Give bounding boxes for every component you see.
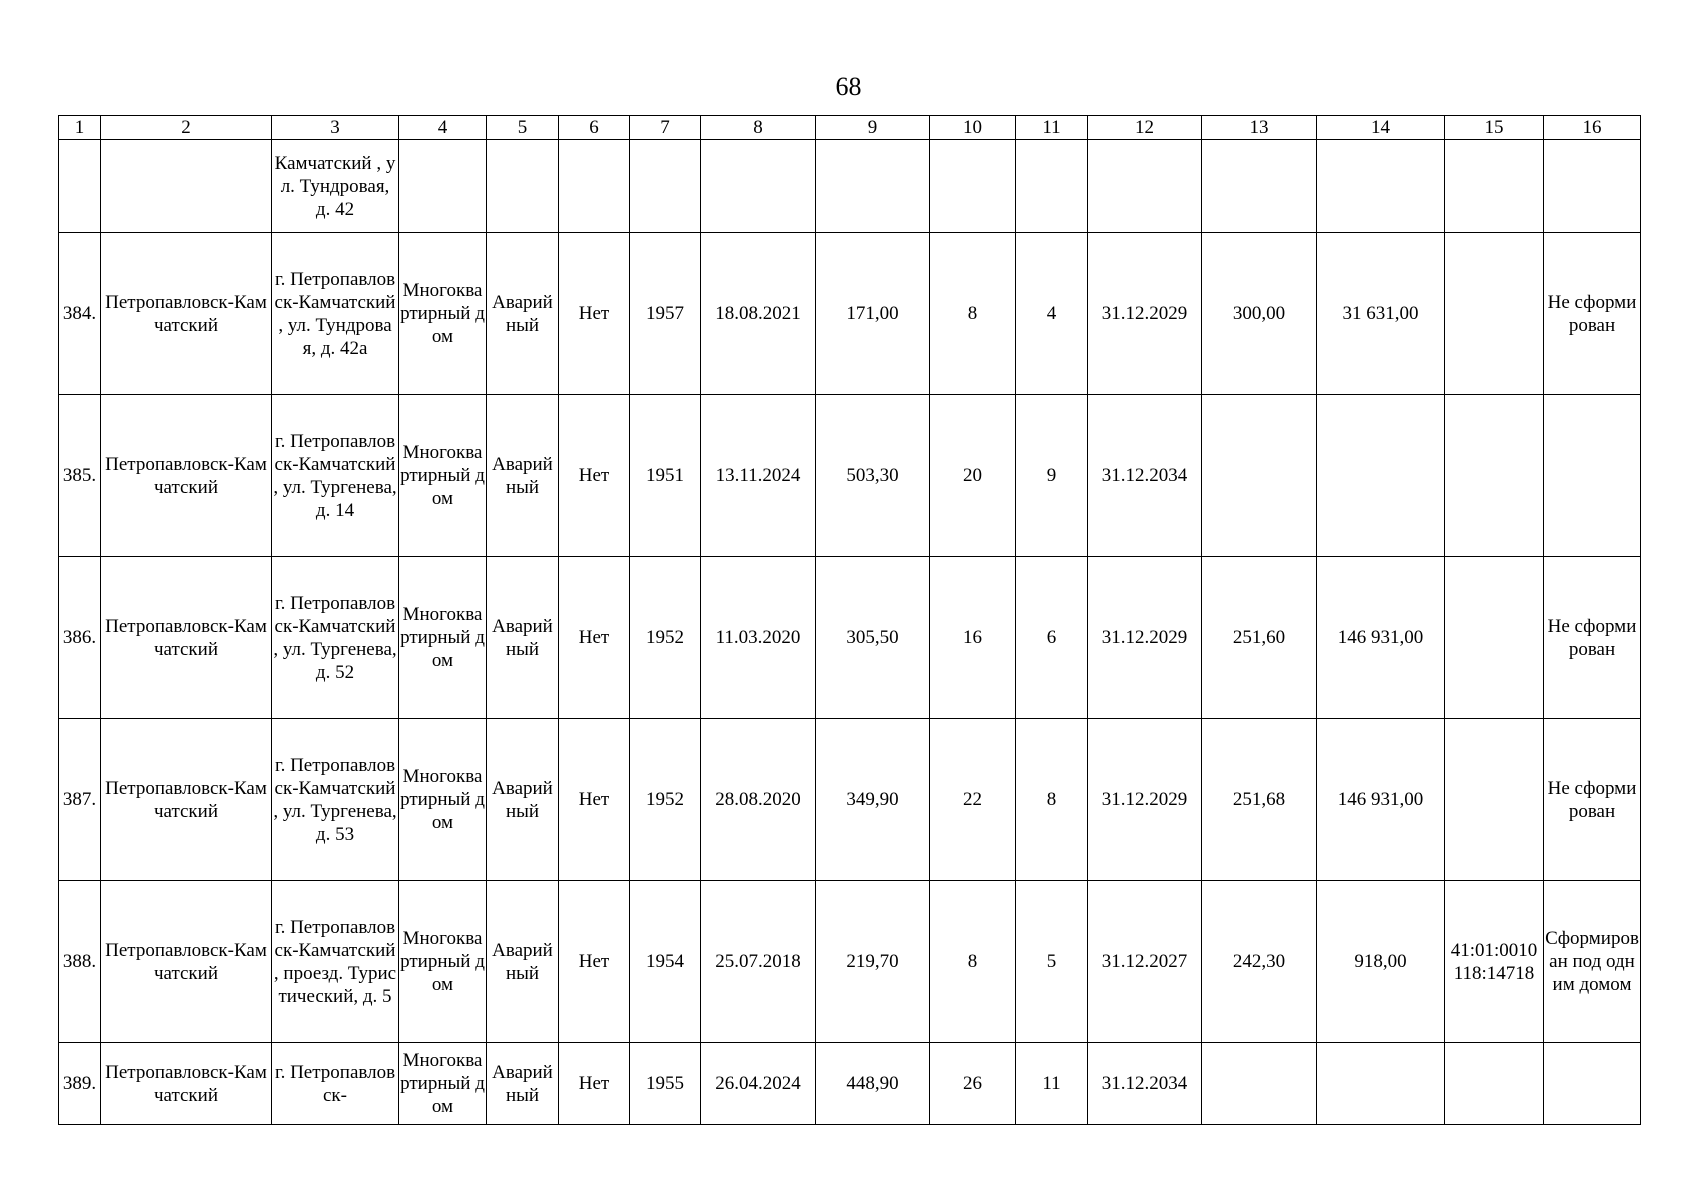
cell-col-13: 251,60 [1202, 557, 1317, 719]
column-header: 14 [1317, 116, 1445, 140]
column-header: 16 [1544, 116, 1641, 140]
cell-row-number [59, 140, 101, 233]
cell-col-8: 13.11.2024 [701, 395, 816, 557]
cell-col-15 [1445, 395, 1544, 557]
cell-col-9: 171,00 [816, 233, 930, 395]
cell-col-10: 26 [930, 1043, 1016, 1125]
cell-cadastral-number: 41:01:0010118:14718 [1445, 881, 1544, 1043]
cell-col-13 [1202, 395, 1317, 557]
column-header: 4 [399, 116, 487, 140]
cell-col-14 [1317, 395, 1445, 557]
cell-row-number: 388. [59, 881, 101, 1043]
cell-col-11: 4 [1016, 233, 1088, 395]
cell-col-6 [559, 140, 630, 233]
cell-condition: Аварийный [487, 719, 559, 881]
cell-building-type: Многоквартирный дом [399, 395, 487, 557]
column-header: 8 [701, 116, 816, 140]
cell-col-15 [1445, 557, 1544, 719]
cell-condition: Аварийный [487, 233, 559, 395]
column-number-header-row [59, 116, 1641, 140]
cell-address: г. Петропавловск-Камчатский , ул. Тургенева, д. 52 [272, 557, 399, 719]
column-header: 3 [272, 116, 399, 140]
cell-address: г. Петропавловск-Камчатский , проезд. Туристический, д. 5 [272, 881, 399, 1043]
cell-col-6: Нет [559, 881, 630, 1043]
cell-col-7: 1955 [630, 1043, 701, 1125]
cell-municipality: Петропавловск-Камчатский [101, 881, 272, 1043]
cell-col-13: 251,68 [1202, 719, 1317, 881]
cell-col-10: 16 [930, 557, 1016, 719]
cell-col-10: 20 [930, 395, 1016, 557]
cell-col-11: 5 [1016, 881, 1088, 1043]
column-header: 6 [559, 116, 630, 140]
cell-col-15 [1445, 233, 1544, 395]
cell-col-11 [1016, 140, 1088, 233]
column-header: 12 [1088, 116, 1202, 140]
cell-col-12: 31.12.2034 [1088, 1043, 1202, 1125]
cell-col-7: 1952 [630, 719, 701, 881]
cell-col-6: Нет [559, 557, 630, 719]
cell-col-14: 146 931,00 [1317, 557, 1445, 719]
table-row-continuation [59, 140, 1641, 233]
cell-condition: Аварийный [487, 1043, 559, 1125]
column-header: 10 [930, 116, 1016, 140]
table-row [59, 1043, 1641, 1125]
cell-col-12: 31.12.2034 [1088, 395, 1202, 557]
cell-address: Камчатский , ул. Тундровая, д. 42 [272, 140, 399, 233]
cell-col-14: 918,00 [1317, 881, 1445, 1043]
cell-col-13: 242,30 [1202, 881, 1317, 1043]
cell-col-13: 300,00 [1202, 233, 1317, 395]
cell-condition: Аварийный [487, 395, 559, 557]
cell-col-8: 11.03.2020 [701, 557, 816, 719]
cell-col-16 [1544, 140, 1641, 233]
table-row [59, 557, 1641, 719]
cell-col-9: 448,90 [816, 1043, 930, 1125]
cell-col-10: 8 [930, 233, 1016, 395]
cell-col-16: Сформирован под одним домом [1544, 881, 1641, 1043]
cell-col-12 [1088, 140, 1202, 233]
cell-col-10: 22 [930, 719, 1016, 881]
cell-col-7 [630, 140, 701, 233]
cell-col-10 [930, 140, 1016, 233]
cell-col-7: 1957 [630, 233, 701, 395]
cell-row-number: 385. [59, 395, 101, 557]
cell-col-12: 31.12.2029 [1088, 557, 1202, 719]
cell-col-14 [1317, 1043, 1445, 1125]
column-header: 5 [487, 116, 559, 140]
cell-col-12: 31.12.2027 [1088, 881, 1202, 1043]
cell-col-11: 6 [1016, 557, 1088, 719]
column-header: 2 [101, 116, 272, 140]
cell-col-16: Не сформирован [1544, 233, 1641, 395]
cell-building-type: Многоквартирный дом [399, 1043, 487, 1125]
cell-col-16: Не сформирован [1544, 557, 1641, 719]
cell-address: г. Петропавловск-Камчатский , ул. Тургенева, д. 53 [272, 719, 399, 881]
housing-registry-table [58, 115, 1641, 1125]
table-row [59, 881, 1641, 1043]
cell-col-13 [1202, 1043, 1317, 1125]
cell-col-8: 18.08.2021 [701, 233, 816, 395]
cell-col-15 [1445, 1043, 1544, 1125]
page-number: 68 [835, 72, 862, 101]
column-header: 11 [1016, 116, 1088, 140]
cell-col-12: 31.12.2029 [1088, 719, 1202, 881]
cell-row-number: 389. [59, 1043, 101, 1125]
cell-address: г. Петропавловск- [272, 1043, 399, 1125]
cell-col-6: Нет [559, 395, 630, 557]
cell-col-9: 503,30 [816, 395, 930, 557]
cell-address: г. Петропавловск-Камчатский , ул. Тургенева, д. 14 [272, 395, 399, 557]
cell-municipality: Петропавловск-Камчатский [101, 719, 272, 881]
cell-col-8: 25.07.2018 [701, 881, 816, 1043]
cell-building-type: Многоквартирный дом [399, 719, 487, 881]
column-header: 9 [816, 116, 930, 140]
cell-condition: Аварийный [487, 881, 559, 1043]
cell-row-number: 387. [59, 719, 101, 881]
cell-col-14: 31 631,00 [1317, 233, 1445, 395]
cell-col-9: 305,50 [816, 557, 930, 719]
cell-building-type: Многоквартирный дом [399, 233, 487, 395]
cell-col-13 [1202, 140, 1317, 233]
cell-col-7: 1951 [630, 395, 701, 557]
column-header: 13 [1202, 116, 1317, 140]
cell-col-9: 349,90 [816, 719, 930, 881]
cell-col-16 [1544, 395, 1641, 557]
table-row [59, 395, 1641, 557]
cell-col-15 [1445, 719, 1544, 881]
cell-col-11: 8 [1016, 719, 1088, 881]
cell-col-8: 28.08.2020 [701, 719, 816, 881]
cell-col-10: 8 [930, 881, 1016, 1043]
cell-row-number: 384. [59, 233, 101, 395]
cell-condition [487, 140, 559, 233]
cell-municipality: Петропавловск-Камчатский [101, 233, 272, 395]
cell-building-type: Многоквартирный дом [399, 881, 487, 1043]
table-row [59, 233, 1641, 395]
cell-col-6: Нет [559, 1043, 630, 1125]
column-header: 7 [630, 116, 701, 140]
column-header: 1 [59, 116, 101, 140]
cell-col-9: 219,70 [816, 881, 930, 1043]
cell-municipality: Петропавловск-Камчатский [101, 395, 272, 557]
cell-condition: Аварийный [487, 557, 559, 719]
cell-col-15 [1445, 140, 1544, 233]
cell-col-6: Нет [559, 719, 630, 881]
cell-col-7: 1954 [630, 881, 701, 1043]
cell-col-16: Не сформирован [1544, 719, 1641, 881]
cell-col-11: 9 [1016, 395, 1088, 557]
cell-col-12: 31.12.2029 [1088, 233, 1202, 395]
cell-col-14 [1317, 140, 1445, 233]
cell-building-type: Многоквартирный дом [399, 557, 487, 719]
cell-municipality: Петропавловск-Камчатский [101, 557, 272, 719]
cell-col-11: 11 [1016, 1043, 1088, 1125]
cell-row-number: 386. [59, 557, 101, 719]
cell-municipality: Петропавловск-Камчатский [101, 1043, 272, 1125]
cell-col-8: 26.04.2024 [701, 1043, 816, 1125]
cell-building-type [399, 140, 487, 233]
cell-col-6: Нет [559, 233, 630, 395]
cell-col-16 [1544, 1043, 1641, 1125]
column-header: 15 [1445, 116, 1544, 140]
cell-col-8 [701, 140, 816, 233]
cell-col-14: 146 931,00 [1317, 719, 1445, 881]
cell-address: г. Петропавловск-Камчатский , ул. Тундровая, д. 42а [272, 233, 399, 395]
cell-col-9 [816, 140, 930, 233]
cell-municipality [101, 140, 272, 233]
cell-col-7: 1952 [630, 557, 701, 719]
table-row [59, 719, 1641, 881]
